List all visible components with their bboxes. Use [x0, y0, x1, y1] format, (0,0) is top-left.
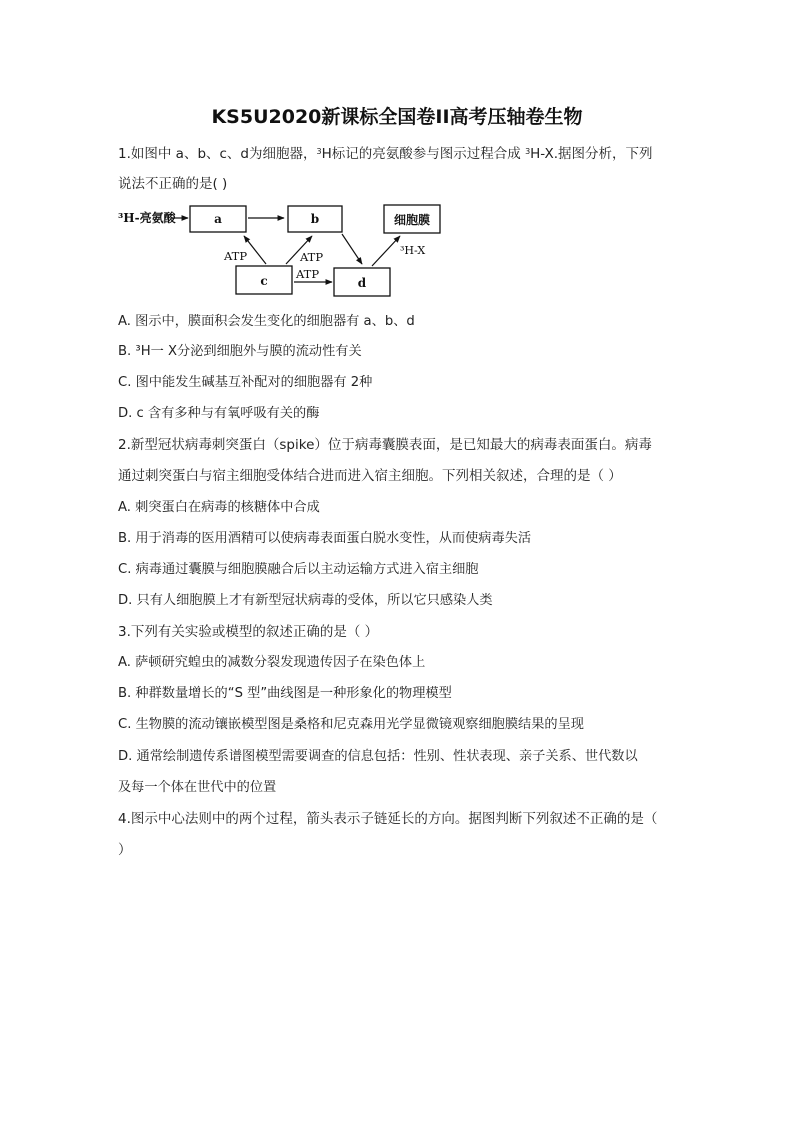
q3-option-b: B. 种群数量增长的“S 型”曲线图是一种形象化的物理模型	[118, 686, 452, 701]
q2-option-c: C. 病毒通过囊膜与细胞膜融合后以主动运输方式进入宿主细胞	[118, 562, 479, 577]
q1-option-c: C. 图中能发生碱基互补配对的细胞器有 2种	[118, 375, 373, 390]
q3-stem: 3.下列有关实验或模型的叙述正确的是（ ）	[118, 624, 379, 640]
box-a-label: a	[214, 212, 222, 226]
q2-option-a: A. 刺突蛋白在病毒的核糖体中合成	[118, 500, 320, 515]
q1-stem-part-2: H标记的亮氨酸参与图示过程合成	[321, 146, 526, 162]
organelle-flow-diagram	[116, 198, 446, 300]
q1-option-d: D. c 含有多种与有氧呼吸有关的酶	[118, 406, 320, 421]
atp-label-1: ATP	[224, 249, 248, 263]
box-d-label: d	[357, 276, 367, 290]
atp-label-3: ATP	[296, 267, 320, 281]
q2-stem-line-1: 2.新型冠状病毒刺突蛋白（spike）位于病毒囊膜表面，是已知最大的病毒表面蛋白。病毒	[118, 437, 652, 453]
arrow-b-to-d	[342, 234, 362, 264]
q1-sup-2: 3	[525, 147, 531, 156]
q1-option-a: A. 图示中，膜面积会发生变化的细胞器有 a、b、d	[118, 314, 415, 329]
q3-option-d-continued: 及每一个体在世代中的位置	[118, 780, 277, 795]
atp-label-2: ATP	[300, 250, 324, 264]
arrow-d-to-membrane	[372, 236, 400, 266]
q2-stem-line-2: 通过刺突蛋白与宿主细胞受体结合进而进入宿主细胞。下列相关叙述，合理的是（ ）	[118, 468, 622, 484]
q1-stem-part-3: H-X.据图分析，下列	[530, 146, 653, 162]
q4-stem-line-2: ）	[118, 842, 132, 858]
arrow-c-to-a	[244, 236, 266, 264]
page-title: KS5U2020新课标全国卷II高考压轴卷生物	[211, 106, 583, 128]
q3-option-c: C. 生物膜的流动镶嵌模型图是桑格和尼克森用光学显微镜观察细胞膜结果的呈现	[118, 717, 584, 732]
q1-stem-line-2: 说法不正确的是( )	[118, 176, 228, 192]
q1-option-b: B. ³H一 X分泌到细胞外与膜的流动性有关	[118, 344, 362, 359]
q1-sup-1: 3	[316, 147, 322, 156]
q2-option-b: B. 用于消毒的医用酒精可以使病毒表面蛋白脱水变性，从而使病毒失活	[118, 531, 532, 546]
q4-stem-line-1: 4.图示中心法则中的两个过程，箭头表示子链延长的方向。据图判断下列叙述不正确的是（	[118, 811, 658, 827]
box-c-label: c	[260, 274, 268, 288]
q3-option-a: A. 萨顿研究蝗虫的减数分裂发现遗传因子在染色体上	[118, 655, 426, 670]
box-cell-membrane-label: 细胞膜	[393, 213, 431, 227]
leucine-label: ³H-亮氨酸	[118, 211, 176, 225]
q1-stem-line-1	[118, 144, 653, 164]
q2-option-d: D. 只有人细胞膜上才有新型冠状病毒的受体，所以它只感染人类	[118, 593, 493, 608]
box-b-label: b	[310, 212, 320, 226]
q3-option-d: D. 通常绘制遗传系谱图模型需要调查的信息包括：性别、性状表现、亲子关系、世代数以	[118, 749, 638, 764]
product-label: ³H-X	[400, 244, 426, 257]
q1-stem-part-1: 1.如图中 a、b、c、d为细胞器，	[118, 146, 317, 162]
